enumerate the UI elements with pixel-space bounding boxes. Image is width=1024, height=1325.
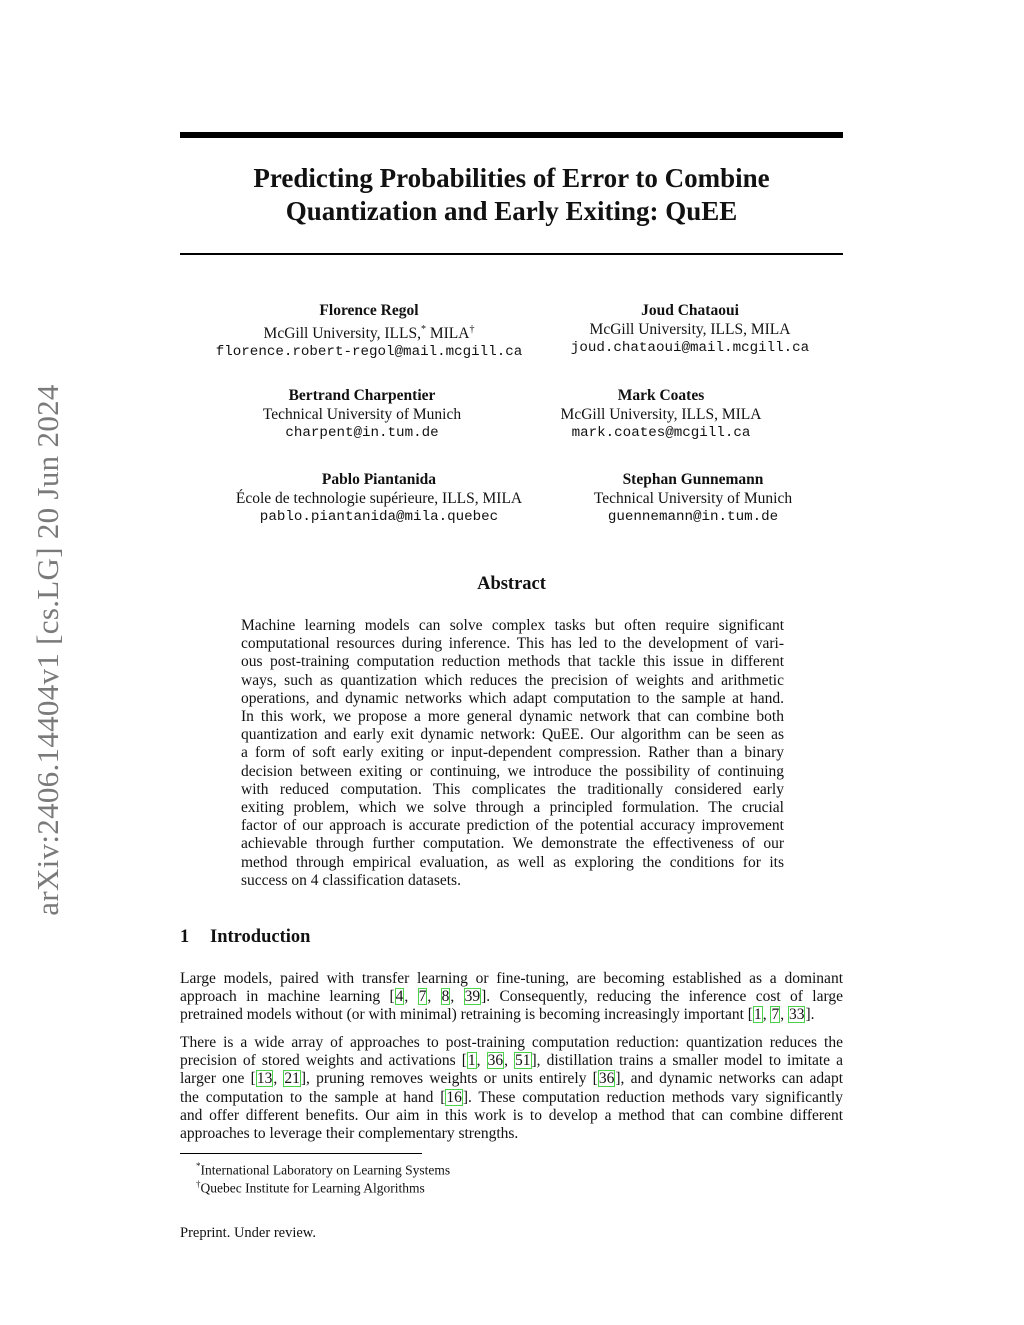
author-affiliation: McGill University, ILLS,* MILA†	[263, 324, 475, 343]
citation-link[interactable]: 7	[771, 1006, 780, 1024]
author-name: Bertrand Charpentier	[288, 387, 436, 404]
abstract-heading: Abstract	[477, 574, 546, 594]
footnote-1: *International Laboratory on Learning Systems	[196, 1161, 451, 1178]
citation-link[interactable]: 51	[515, 1052, 531, 1070]
citation-link[interactable]: 36	[598, 1070, 615, 1088]
author-block	[594, 470, 792, 527]
abstract-line: method through empirical evaluation, as well as exploring the conditions for its	[241, 853, 784, 871]
author-name: Stephan Gunnemann	[622, 471, 764, 488]
author-affiliation: École de technologie supérieure, ILLS, MILA	[235, 490, 523, 507]
author-name: Pablo Piantanida	[321, 471, 437, 488]
text-line: Large models, paired with transfer learning or fine-tuning, are becoming established as a dominant	[180, 970, 843, 987]
title-line-1: Predicting Probabilities of Error to Combine	[253, 163, 770, 193]
author-name: Joud Chataoui	[641, 302, 739, 319]
abstract-line: decision between exiting or continuing, we introduce the possibility of continuing	[241, 762, 784, 780]
author-name: Mark Coates	[617, 387, 705, 404]
author-block	[571, 301, 809, 358]
author-email: guennemann@in.tum.de	[607, 509, 779, 525]
author-email: mark.coates@mcgill.ca	[571, 425, 751, 441]
author-email: charpent@in.tum.de	[285, 425, 439, 441]
abstract-line: In this work, we propose a more general dynamic network that can combine both	[241, 708, 784, 726]
author-affiliation: McGill University, ILLS, MILA	[560, 406, 762, 423]
text-line: There is a wide array of approaches to post-training computation reduction: quantization reduces the	[180, 1034, 843, 1051]
author-block	[216, 301, 523, 362]
abstract-line: ways, such as quantization which reduces the precision of weights and arithmetic	[241, 671, 784, 689]
citation-link[interactable]: 36	[487, 1052, 504, 1070]
citation-link[interactable]: 16	[446, 1088, 462, 1106]
preprint-note: Preprint. Under review.	[180, 1225, 316, 1241]
author-affiliation: McGill University, ILLS, MILA	[589, 321, 791, 338]
text-line: larger one [13, 21], pruning removes weights or units entirely [36], and dynamic networks can adapt	[180, 1070, 844, 1088]
abstract-line: quantization and early exit dynamic network: QuEE. Our algorithm can be seen as	[241, 726, 784, 744]
text-line: approach in machine learning [4, 7, 8, 39]. Consequently, reducing the inference cost of large	[180, 988, 843, 1006]
citation-link[interactable]: 1	[753, 1006, 762, 1024]
abstract-line: factor of our approach is accurate prediction of the potential accuracy improvement	[241, 817, 784, 835]
text-line: approaches to leverage their complementary strengths.	[180, 1125, 519, 1143]
citation-link[interactable]: 21	[284, 1070, 300, 1088]
abstract-line: operations, and dynamic networks which adapt computation to the sample at hand.	[241, 689, 784, 707]
abstract-body	[241, 617, 784, 890]
abstract-line: a form of soft early exiting or input-dependent compression. Rather than a binary	[241, 744, 784, 762]
text-line: and offer different benefits. Our aim in this work is to develop a method that can combine different	[180, 1106, 843, 1124]
abstract-line: computational resources during inference. This has led to the development of vari-	[241, 635, 784, 653]
author-email: florence.robert-regol@mail.mcgill.ca	[215, 344, 523, 361]
paper-title	[180, 162, 843, 228]
author-affiliation: Technical University of Munich	[593, 490, 793, 507]
section-title: Introduction	[210, 927, 311, 947]
abstract-line: exiting problem, which we solve through a principled formulation. The crucial	[241, 799, 784, 817]
text-line: pretrained models without (or with minimal) retraining is becoming increasingly important [1, 7, 33].	[180, 1006, 815, 1024]
intro-paragraph-2	[180, 1034, 843, 1143]
text-line: the computation to the sample at hand [16]. These computation reduction methods vary significantly	[180, 1088, 843, 1106]
citation-link[interactable]: 8	[441, 988, 450, 1006]
title-rule-top	[180, 132, 843, 138]
author-name: Florence Regol	[319, 302, 419, 319]
abstract-line: with reduced computation. This complicates the traditionally considered early	[241, 780, 784, 798]
abstract-line: ous post-training computation reduction methods that tackle this issue in different	[241, 653, 784, 671]
author-block	[561, 386, 762, 443]
citation-link[interactable]: 39	[464, 988, 481, 1006]
author-email: pablo.piantanida@mila.quebec	[259, 509, 499, 525]
citation-link[interactable]: 4	[395, 988, 404, 1006]
footnote-rule	[180, 1153, 422, 1154]
author-affiliation: Technical University of Munich	[262, 406, 462, 423]
intro-paragraph-1	[180, 970, 843, 1025]
citation-link[interactable]: 33	[788, 1006, 805, 1024]
title-rule-bottom	[180, 253, 843, 255]
section-number: 1	[180, 927, 190, 947]
citation-link[interactable]: 1	[467, 1052, 476, 1070]
author-block	[236, 470, 522, 527]
section-heading-introduction	[180, 927, 310, 948]
abstract-line: achievable through further computation. We demonstrate the effectiveness of our	[241, 835, 784, 853]
text-line: precision of stored weights and activations [1, 36, 51], distillation trains a smaller model to imitate a	[180, 1052, 844, 1070]
abstract-line: success on 4 classification datasets.	[241, 871, 461, 889]
title-line-2: Quantization and Early Exiting: QuEE	[285, 196, 738, 226]
author-email: joud.chataoui@mail.mcgill.ca	[570, 340, 810, 356]
abstract-line: Machine learning models can solve complex tasks but often require significant	[241, 617, 784, 634]
citation-link[interactable]: 13	[256, 1070, 273, 1088]
citation-link[interactable]: 7	[418, 988, 427, 1006]
arxiv-identifier: arXiv:2406.14404v1 [cs.LG] 20 Jun 2024	[30, 384, 65, 916]
footnote-2: †Quebec Institute for Learning Algorithms	[196, 1179, 425, 1196]
author-block	[263, 386, 461, 443]
